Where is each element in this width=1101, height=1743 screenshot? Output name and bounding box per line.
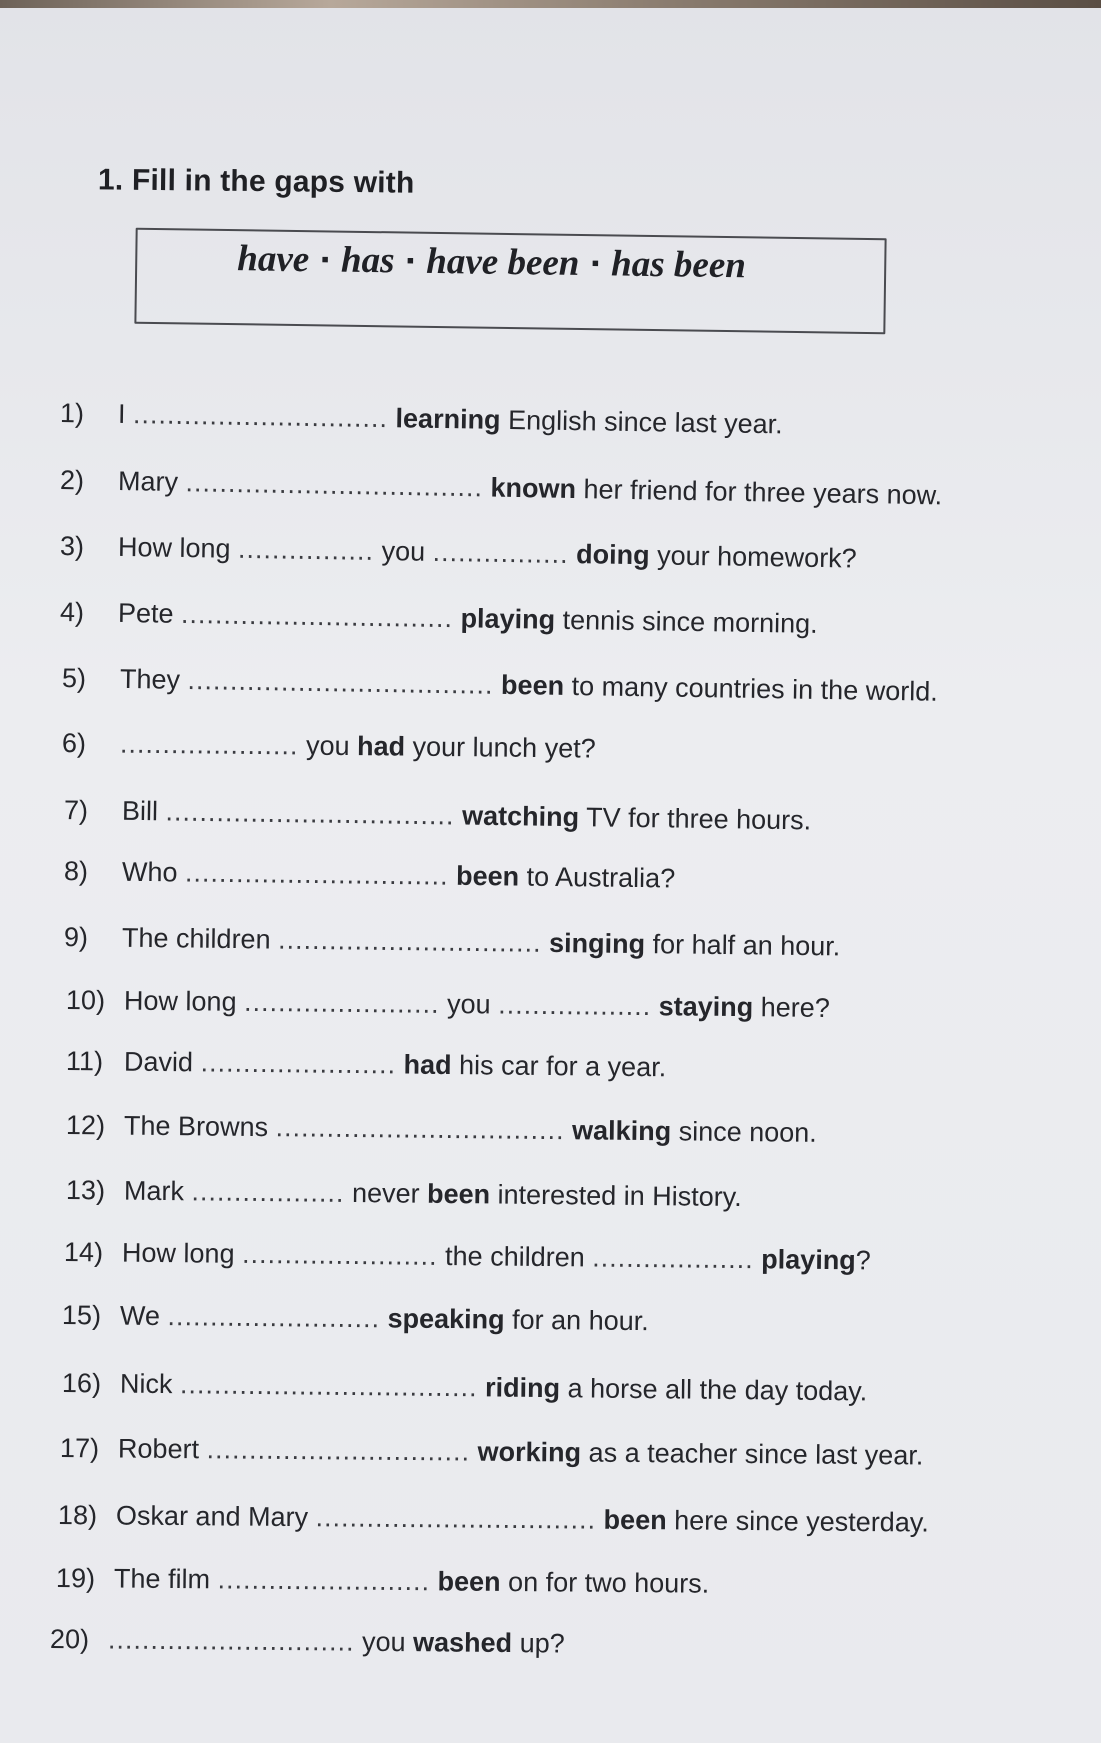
item-number: 14) — [63, 1237, 104, 1268]
word-have: have — [236, 238, 310, 281]
exercise-item-5 — [62, 663, 938, 708]
exercise-item-7 — [64, 795, 812, 836]
item-verb: singing — [548, 927, 646, 960]
word-has-been: has been — [610, 243, 747, 287]
item-subject: I — [117, 398, 126, 430]
item-rest: English since last year. — [500, 404, 783, 440]
exercise-item-11 — [66, 1046, 667, 1083]
answer-gap[interactable]: ....................... — [241, 1238, 438, 1271]
exercise-item-14 — [64, 1237, 871, 1276]
exercise-item-2 — [60, 465, 943, 511]
exercise-item-1 — [60, 398, 783, 440]
item-number: 3) — [59, 531, 85, 562]
item-verb: learning — [395, 403, 501, 435]
item-verb: walking — [571, 1115, 672, 1147]
answer-gap[interactable]: ..................... — [119, 728, 299, 761]
item-subject: Robert — [117, 1433, 200, 1465]
item-rest: here since yesterday. — [666, 1505, 929, 1538]
exercise-item-17 — [60, 1433, 924, 1472]
exercise-item-19 — [56, 1563, 709, 1600]
item-subject: How long — [117, 531, 231, 564]
answer-gap[interactable]: ......................... — [217, 1564, 431, 1597]
word-has: has — [340, 239, 395, 282]
item-number: 6) — [61, 728, 87, 759]
answer-gap[interactable]: ................ — [237, 533, 375, 566]
item-middle-text: the children — [444, 1240, 585, 1273]
item-pre-text: you — [305, 730, 358, 762]
item-verb: working — [477, 1436, 582, 1468]
item-number: 8) — [63, 856, 89, 887]
item-number: 17) — [59, 1433, 100, 1464]
item-rest: on for two hours. — [500, 1566, 710, 1599]
photo-top-edge — [0, 0, 1101, 8]
item-rest: to Australia? — [518, 861, 676, 894]
item-verb: been — [455, 860, 520, 892]
item-subject: Mary — [117, 466, 179, 498]
item-verb: been — [500, 669, 565, 701]
exercise-item-4 — [60, 597, 818, 640]
answer-gap[interactable]: .............................. — [132, 399, 389, 434]
item-subject: They — [119, 663, 181, 695]
exercise-item-9 — [64, 922, 841, 962]
item-number: 16) — [61, 1368, 102, 1399]
exercise-item-3 — [60, 531, 857, 575]
item-subject: The children — [121, 922, 271, 955]
answer-gap[interactable]: .................. — [498, 989, 652, 1022]
item-number: 19) — [55, 1563, 96, 1594]
exercise-item-10 — [66, 985, 830, 1024]
item-rest: tennis since morning. — [554, 604, 818, 639]
exercise-item-8 — [64, 856, 676, 894]
item-rest: your lunch yet? — [404, 731, 596, 764]
exercise-title: 1. Fill in the gaps with — [97, 163, 415, 200]
exercise-item-20 — [50, 1624, 565, 1659]
answer-gap[interactable]: .................. — [191, 1176, 345, 1208]
item-verb: known — [490, 472, 577, 505]
answer-gap[interactable]: .................................. — [165, 796, 455, 831]
exercise-item-13 — [66, 1175, 742, 1213]
item-subject: How long — [123, 985, 237, 1017]
item-rest: here? — [753, 992, 830, 1023]
item-subject: We — [119, 1300, 161, 1332]
answer-gap[interactable]: ......................... — [167, 1301, 381, 1334]
item-rest: TV for three hours. — [578, 802, 812, 836]
item-verb: playing — [460, 603, 556, 635]
item-number: 11) — [65, 1046, 104, 1077]
separator-bullet: ▪ — [406, 247, 415, 273]
item-rest: since noon. — [671, 1116, 817, 1148]
answer-gap[interactable]: ................... — [592, 1242, 754, 1275]
item-rest: interested in History. — [489, 1179, 742, 1213]
item-subject: The film — [113, 1563, 211, 1595]
item-middle-text: you — [446, 988, 491, 1020]
item-number: 20) — [49, 1624, 90, 1655]
item-rest: to many countries in the world. — [563, 670, 938, 707]
item-rest: her friend for three years now. — [575, 474, 943, 511]
answer-gap[interactable]: ................................. — [315, 1502, 597, 1535]
item-rest: as a teacher since last year. — [580, 1437, 924, 1471]
item-verb: washed — [412, 1627, 513, 1659]
word-bank-box — [134, 228, 886, 334]
item-number: 15) — [61, 1300, 102, 1331]
item-subject: How long — [121, 1237, 235, 1269]
item-rest: up? — [512, 1628, 565, 1659]
answer-gap[interactable]: ............................... — [277, 924, 542, 958]
item-verb: riding — [484, 1372, 561, 1404]
item-number: 10) — [65, 985, 106, 1016]
answer-gap[interactable]: ................ — [432, 536, 569, 569]
item-verb: playing — [761, 1244, 856, 1276]
item-verb: been — [603, 1504, 667, 1536]
answer-gap[interactable]: ....................... — [243, 986, 440, 1019]
item-pre-text: you — [361, 1626, 414, 1658]
item-subject: Who — [121, 856, 178, 888]
item-verb: speaking — [387, 1303, 505, 1335]
answer-gap[interactable]: ............................. — [107, 1624, 355, 1657]
item-verb: watching — [461, 800, 580, 833]
answer-gap[interactable]: .................................... — [187, 664, 494, 700]
item-rest: a horse all the day today. — [559, 1373, 868, 1407]
answer-gap[interactable]: ....................... — [200, 1047, 397, 1080]
item-number: 12) — [65, 1110, 106, 1141]
item-subject: Pete — [117, 597, 174, 629]
exercise-item-16 — [62, 1368, 868, 1407]
item-verb: staying — [658, 991, 754, 1023]
answer-gap[interactable]: ................................ — [180, 598, 454, 634]
separator-bullet: ▪ — [321, 246, 330, 272]
item-middle-text: you — [381, 536, 426, 567]
word-have-been: have been — [426, 240, 580, 284]
answer-gap[interactable]: ................................... — [185, 467, 484, 503]
item-number: 9) — [63, 922, 89, 953]
item-subject: Mark — [123, 1175, 185, 1207]
item-verb: had — [403, 1049, 452, 1081]
item-number: 2) — [59, 465, 85, 496]
item-rest: ? — [855, 1245, 871, 1276]
item-subject: Oskar and Mary — [115, 1500, 309, 1533]
item-pre-text: never — [351, 1177, 428, 1209]
answer-gap[interactable]: ............................... — [184, 857, 449, 891]
item-rest: for half an hour. — [644, 929, 841, 962]
item-number: 18) — [57, 1500, 98, 1531]
exercise-item-18 — [58, 1500, 929, 1539]
item-subject: David — [123, 1046, 194, 1078]
item-rest: for an hour. — [504, 1304, 649, 1337]
item-verb: been — [426, 1178, 491, 1210]
item-verb: been — [437, 1566, 501, 1597]
item-verb: doing — [575, 539, 650, 571]
exercise-item-15 — [62, 1300, 649, 1337]
item-subject: Bill — [121, 795, 159, 827]
item-number: 13) — [65, 1175, 106, 1206]
item-number: 5) — [61, 663, 87, 694]
item-subject: The Browns — [123, 1110, 269, 1143]
answer-gap[interactable]: ............................... — [206, 1434, 471, 1467]
item-number: 4) — [59, 597, 85, 628]
item-number: 7) — [63, 795, 89, 826]
item-rest: his car for a year. — [451, 1050, 667, 1083]
exercise-item-6 — [62, 728, 596, 765]
answer-gap[interactable]: .................................. — [275, 1112, 565, 1146]
item-verb: had — [356, 731, 406, 762]
item-number: 1) — [59, 398, 85, 429]
separator-bullet: ▪ — [591, 250, 600, 276]
item-subject: Nick — [119, 1368, 173, 1400]
answer-gap[interactable]: ................................... — [179, 1369, 478, 1403]
item-rest: your homework? — [649, 540, 857, 574]
word-bank — [237, 237, 746, 287]
exercise-item-12 — [66, 1110, 817, 1149]
